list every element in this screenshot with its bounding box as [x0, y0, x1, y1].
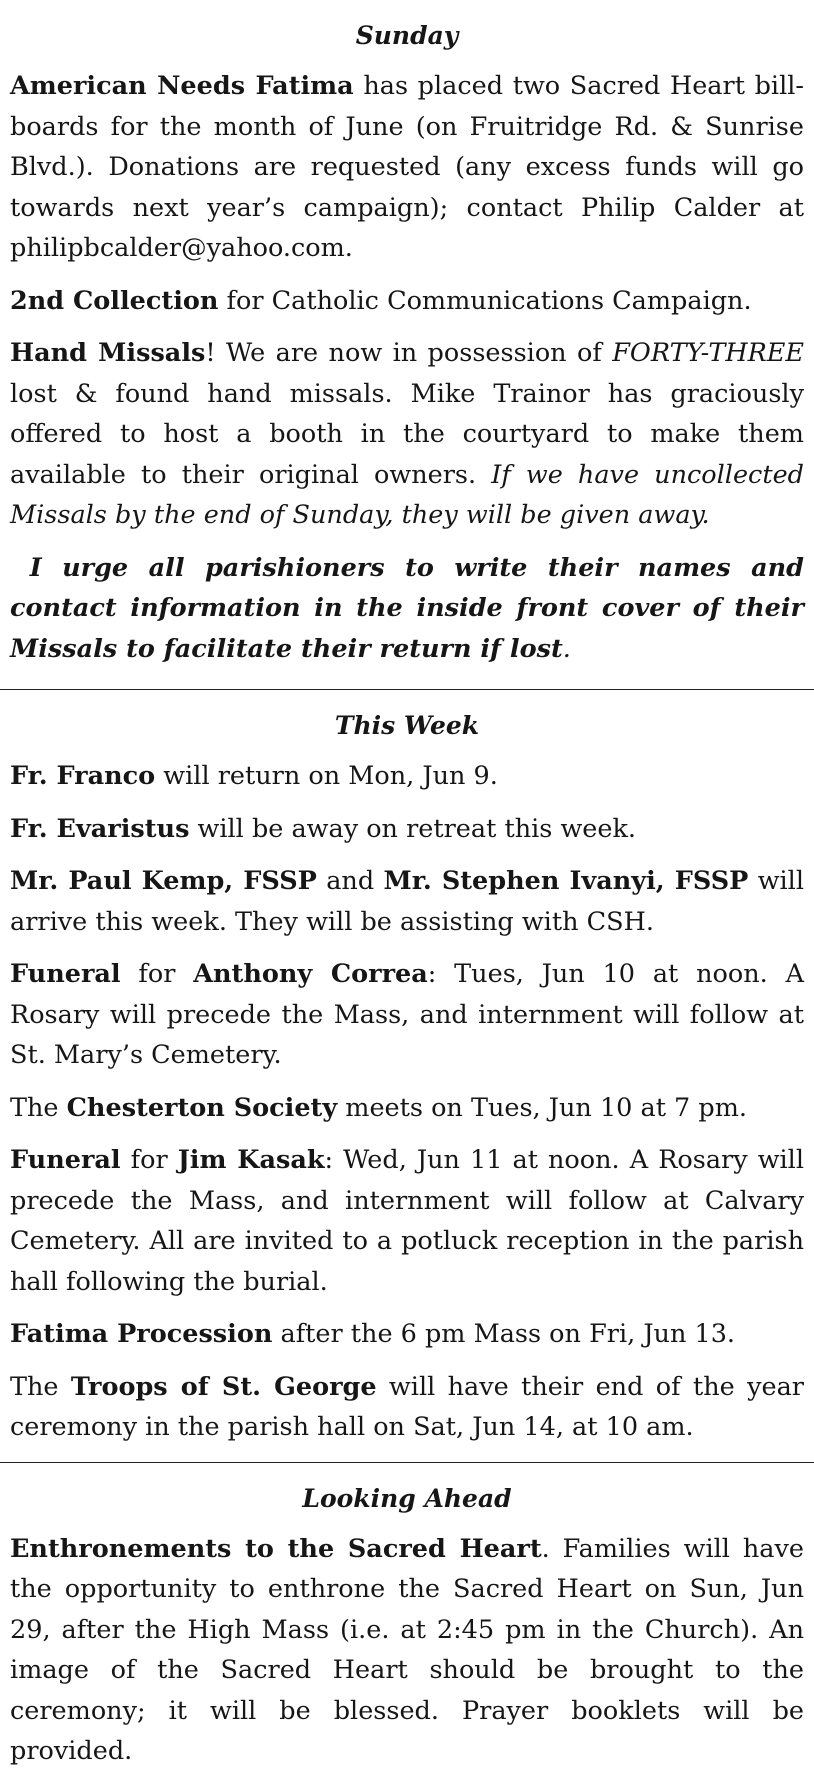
- announcement-text: will be away on retreat this week.: [189, 813, 637, 844]
- announcement-text: lost & found hand missals. Mike Trainor has graciously offered to host a booth in the courtyard to make them available to their original owners.: [10, 378, 804, 490]
- announcement-text: has placed two Sacred Heart bill-boards for the month of June (on Fruitridge Rd. & Sunrise Blvd.). Donations are requested (any excess funds will go towards next year’s campaign); contact Philip Calder at philipbcalder@yahoo.com.: [10, 71, 804, 263]
- announcement-text: : Wed, Jun 11 at noon. A Rosary will precede the Mass, and internment will follow at Calvary Cemetery. All are invited to a potluck reception in the parish hall following the burial.: [10, 1145, 804, 1297]
- announcement-text: ! We are now in possession of: [205, 338, 613, 368]
- announcement-text: will arrive this week. They will be assisting with CSH.: [10, 866, 804, 937]
- announcement-title: 2nd Collection: [10, 285, 219, 316]
- missal-deadline-note: If we have uncollected Missals by the end of Sunday, they will be given away.: [10, 459, 804, 530]
- reminder-text: I urge all parishioners to write their names and contact information in the inside front cover of their Missals to facilitate their return if lost: [10, 552, 804, 664]
- announcement-text: will have their end of the year ceremony in the parish hall on Sat, Jun 14, at 10 am.: [10, 1371, 804, 1442]
- announcement-text: and: [316, 866, 384, 896]
- announcement-title: Fatima Procession: [10, 1319, 273, 1349]
- announcement-text: for: [120, 1145, 178, 1175]
- announcement-enthronements: [0, 1529, 814, 1772]
- announcement-title: Troops of St. George: [70, 1371, 377, 1402]
- missal-count: FORTY-THREE: [612, 338, 804, 368]
- section-sunday: [0, 0, 814, 669]
- person-name: Anthony Correa: [193, 959, 428, 989]
- person-name: Mr. Paul Kemp, FSSP: [10, 866, 317, 896]
- announcement-title: Chesterton Society: [66, 1092, 338, 1123]
- announcement-2nd-collection: [0, 281, 814, 322]
- announcement-funeral-kasak: [0, 1140, 814, 1302]
- announcement-text: : Tues, Jun 10 at noon. A Rosary will precede the Mass, and internment will follow at St. Mary’s Cemetery.: [10, 959, 805, 1070]
- announcement-seminarians: [0, 861, 814, 942]
- announcement-funeral-correa: [0, 954, 814, 1076]
- announcement-text: after the 6 pm Mass on Fri, Jun 13.: [272, 1319, 736, 1349]
- section-heading-looking-ahead: Looking Ahead: [302, 1483, 512, 1513]
- announcement-fatima-procession: [0, 1314, 814, 1355]
- announcement-text: will return on Mon, Jun 9.: [155, 761, 498, 791]
- announcement-fr-franco: [0, 756, 814, 797]
- announcement-troops-st-george: [0, 1367, 814, 1448]
- section-divider: [0, 1462, 814, 1463]
- announcement-chesterton-society: [0, 1088, 814, 1129]
- missal-name-reminder: [0, 548, 814, 670]
- announcement-text: for Catholic Communications Campaign.: [218, 285, 752, 316]
- announcement-hand-missals: [0, 333, 814, 536]
- announcement-title: Enthronements to the Sacred Heart: [10, 1533, 542, 1564]
- announcement-title: Hand Missals: [10, 338, 206, 368]
- section-heading-this-week: This Week: [334, 711, 480, 740]
- section-looking-ahead: [0, 1483, 814, 1772]
- announcement-american-needs-fatima: [0, 66, 814, 269]
- announcement-text: The: [10, 1092, 67, 1123]
- section-heading-sunday: Sunday: [355, 21, 459, 50]
- reminder-end: .: [562, 633, 571, 664]
- announcement-title: American Needs Fatima: [10, 71, 354, 101]
- person-name: Jim Kasak: [177, 1145, 325, 1175]
- person-name: Mr. Stephen Ivanyi, FSSP: [383, 866, 749, 896]
- announcement-title: Fr. Franco: [10, 761, 156, 791]
- announcement-text: The: [10, 1371, 71, 1402]
- announcement-title: Funeral: [10, 959, 121, 989]
- announcement-text: for: [120, 959, 194, 989]
- announcement-text: . Families will have the opportunity to enthrone the Sacred Heart on Sun, Jun 29, after the High Mass (i.e. at 2:45 pm in the Church). An image of the Sacred Heart should be brought to the ceremony; it will be blessed. Prayer booklets will be provided.: [10, 1533, 804, 1766]
- announcement-fr-evaristus: [0, 809, 814, 850]
- announcement-title: Funeral: [10, 1145, 121, 1175]
- section-this-week: [0, 710, 814, 1448]
- announcement-title: Fr. Evaristus: [10, 813, 190, 844]
- section-divider: [0, 689, 814, 690]
- announcement-text: meets on Tues, Jun 10 at 7 pm.: [337, 1092, 747, 1123]
